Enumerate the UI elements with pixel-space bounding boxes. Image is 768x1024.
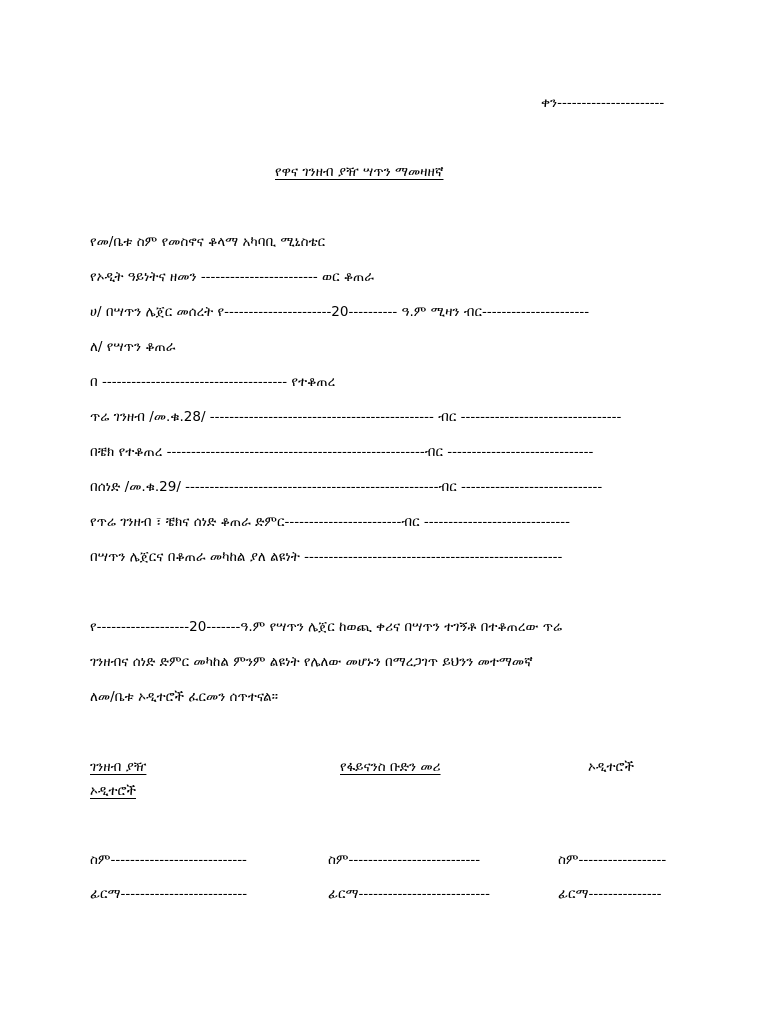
name-field-1: ስም---------------------------- xyxy=(90,852,247,868)
finance-team-leader-heading: የፋይናንስ ቡድን መሪ xyxy=(340,759,441,775)
document-title: የዋና ገንዘብ ያዥ ሣጥን ማመዛዘኛ xyxy=(275,164,444,180)
cash-count-heading: ለ/ የሣጥን ቆጠራ xyxy=(90,339,176,355)
name-field-3: ስም------------------ xyxy=(558,852,667,868)
name-field-2: ስም--------------------------- xyxy=(328,852,481,868)
signature-field-2: ፊርማ--------------------------- xyxy=(328,886,490,902)
audit-type-row: የኦዲት ዓይነትና ዘመን ------------------------ ወር ቆጠራ xyxy=(90,269,374,285)
ministry-name-row: የመ/ቤቱ ስም የመስኖና ቆላማ አካባቢ ሚኒስቴር xyxy=(90,234,326,250)
total-row: የጥሬ ገንዘብ ፣ ቼክና ሰነድ ቆጠራ ድምር------------------------ብር ------------------------------ xyxy=(90,514,571,530)
cashier-heading: ገንዘብ ያዥ xyxy=(90,759,147,775)
difference-row: በሣጥን ሌጀርና በቆጠራ መካከል ያለ ልዩነት ----------------------------------------------------- xyxy=(90,549,563,565)
certification-line-3: ለመ/ቤቱ ኦዲተሮች ፈርመን ሰጥተናል። xyxy=(90,689,278,705)
signature-field-1: ፊርማ-------------------------- xyxy=(90,886,248,902)
certification-line-1: የ-------------------20-------ዓ.ም የሣጥን ሌጀር ከወጪ ቀሪና በሣጥን ተገኝቶ በተቆጠረው ጥሬ xyxy=(90,619,563,635)
counted-by-row: በ -------------------------------------- የተቆጠረ xyxy=(90,374,336,390)
ledger-balance-row: ሀ/ በሣጥን ሌጀር መሰረት የ----------------------20---------- ዓ.ም ሚዛን ብር---------------------- xyxy=(90,304,590,320)
cashier-heading-line-2: ኦዲተሮች xyxy=(90,783,137,799)
cheque-row: በቼክ የተቆጠረ -----------------------------------------------------ብር ------------------------------ xyxy=(90,444,594,460)
cash-row: ጥሬ ገንዘብ /መ.ቁ.28/ ---------------------------------------------- ብር --------------------------------- xyxy=(90,409,622,425)
certification-line-2: ገንዘብና ሰነድ ድምር መካከል ምንም ልዩነት የሌለው መሆኑን በማረጋገጥ ይህንን መተማመኛ xyxy=(90,654,533,670)
date-line: ቀን---------------------- xyxy=(541,95,665,111)
auditors-heading: ኦዲተሮች xyxy=(588,759,635,775)
document-row: በሰነድ /መ.ቁ.29/ ----------------------------------------------------ብር ----------------------------- xyxy=(90,479,603,495)
signature-field-3: ፊርማ--------------- xyxy=(558,886,662,902)
